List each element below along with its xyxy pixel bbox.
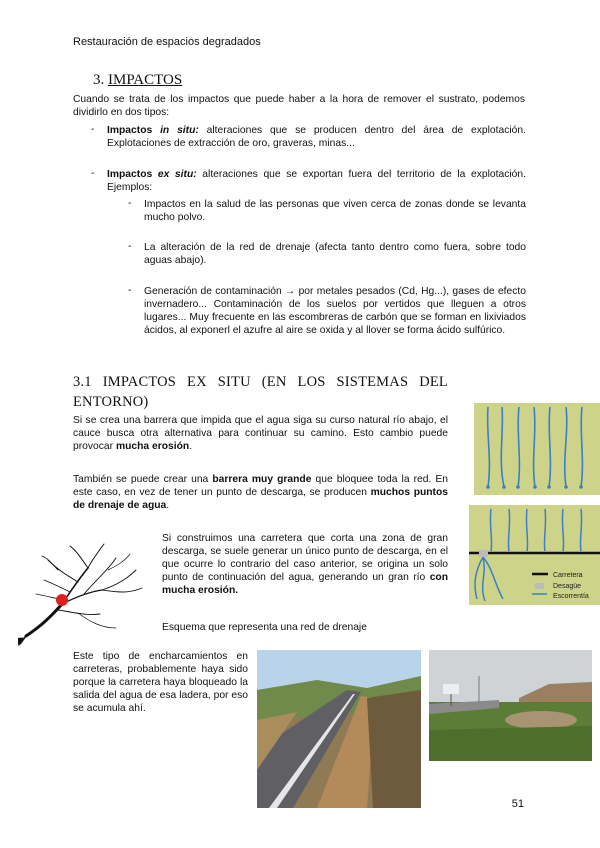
bullet-dash: - (128, 198, 132, 209)
example-item: Impactos en la salud de las personas que viven cerca de zonas donde se levanta mucho polvo. (144, 199, 526, 223)
legend-escorrentia: Escorrentía (553, 593, 589, 600)
bullet-dash: - (91, 124, 95, 135)
figure-caption: Esquema que representa una red de drenaje (162, 622, 367, 633)
section-title: IMPACTOS (108, 72, 183, 88)
legend-carretera: Carretera (553, 572, 583, 579)
example-item: La alteración de la red de drenaje (afecta tanto dentro como fuera, sobre todo aguas abajo). (144, 242, 526, 266)
drainage-diagram-parallel (474, 403, 600, 495)
legend-desague: Desagüe (553, 583, 582, 590)
paragraph: Este tipo de encharcamientos en carreteras, probablemente haya sido porque la carretera haya bloqueado la salida del agua de esa ladera, por eso se acumula ahí. (73, 651, 248, 714)
paragraph: También se puede crear una barrera muy grande que bloquee toda la red. En este caso, en vez de tener un punto de descarga, se producen muchos puntos de drenaje de agua. (73, 474, 449, 511)
insitu-item: Impactos in situ: alteraciones que se producen dentro del área de explotación. Explotaciones de extracción de oro, graveras, minas... (107, 125, 526, 149)
paragraph: Si construimos una carretera que corta una zona de gran descarga, se suele generar un único punto de descarga, en el que ocurre lo contrario del caso anterior, se origina un solo punto de continuación del agua, generando un gran río con mucha erosión. (162, 533, 448, 596)
drainage-diagram-road (469, 505, 600, 605)
drainage-network-sketch (18, 540, 160, 650)
running-header: Restauración de espacios degradados (73, 36, 261, 48)
road-photo (257, 650, 421, 808)
section-heading (93, 72, 182, 89)
exsitu-item: Impactos ex situ: alteraciones que se exportan fuera del territorio de la explotación. Ejemplos: (107, 169, 526, 193)
bullet-dash: - (128, 285, 132, 296)
subsection-heading: 3.1 IMPACTOS EX SITU (EN LOS SISTEMAS DEL ENTORNO) (73, 374, 448, 410)
example-item: Generación de contaminación → por metales pesados (Cd, Hg...), gases de efecto invernadero... Contaminación de los suelos por vertidos que lleguen a otros lugares... Muy frecuente en las escombreras de carbón que se forman en lixiviados ácidos, al exponerl el azufre al aire se oxida y al llover se forma ácido sulfúrico. (144, 286, 526, 336)
flooded-road-photo (429, 650, 592, 761)
section-number: 3. (93, 72, 105, 88)
bullet-dash: - (91, 168, 95, 179)
page-number: 51 (511, 798, 524, 810)
section-intro: Cuando se trata de los impactos que puede haber a la hora de remover el sustrato, podemos dividirlo en dos tipos: (73, 94, 525, 118)
bullet-dash: - (128, 241, 132, 252)
paragraph: Si se crea una barrera que impida que el agua siga su curso natural río abajo, el cauce busca otra alternativa para continuar su camino. Esto cambio puede provocar mucha erosión. (73, 415, 448, 452)
